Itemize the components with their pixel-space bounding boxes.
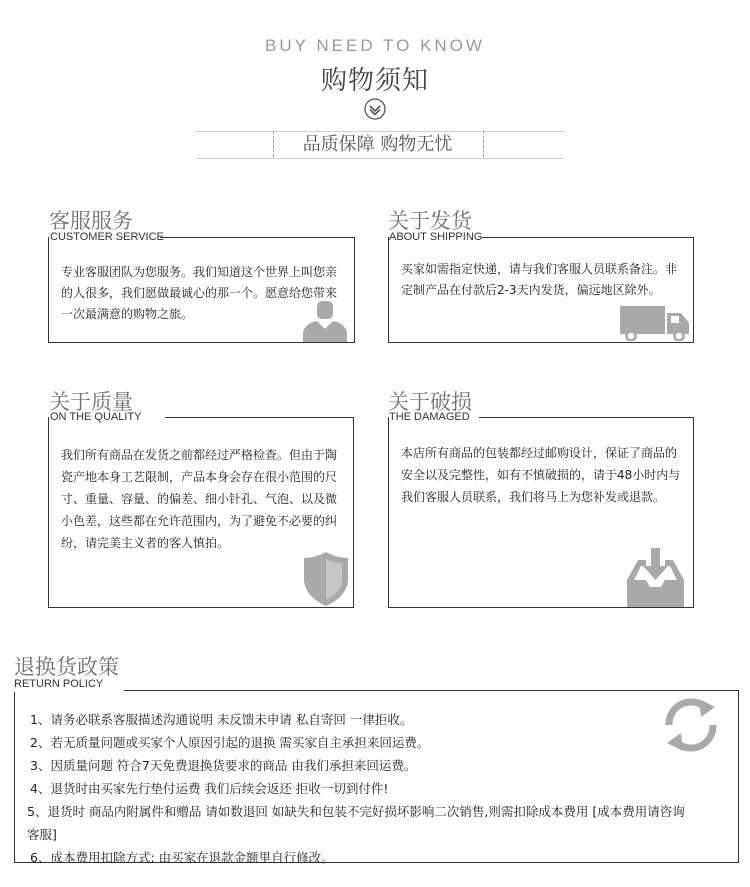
quality-title-en: ON THE QUALITY (50, 411, 142, 423)
person-icon (301, 299, 349, 342)
damaged-body: 本店所有商品的包装都经过邮购设计，保证了商品的安全以及完整性，如有不慎破损的，请于48小时内与我们客服人员联系，我们将马上为您补发或退款。 (401, 446, 681, 504)
header-cn-title: 购物须知 (320, 66, 429, 96)
list-item: 3、因质量问题 符合7天免费退换货要求的商品 由我们承担来回运费。 (30, 758, 417, 773)
truck-icon (619, 303, 690, 341)
download-tray-icon (626, 546, 685, 607)
return-title-cn: 退换货政策 (14, 655, 119, 679)
shipping-card-top-rule (482, 237, 694, 238)
shipping-title-cn: 关于发货 (388, 209, 472, 233)
refresh-icon (659, 695, 723, 755)
list-item: 2、若无质量问题或买家个人原因引起的退换 需买家自主承担来回运费。 (30, 735, 430, 750)
list-item: 5、退货时 商品内附属件和赠品 请如数退回 如缺失和包装不完好损坏影响二次销售,则需扣除成本费用 [成本费用请咨询客服] (27, 804, 685, 842)
shipping-title-en: ABOUT SHIPPING (389, 231, 483, 243)
damaged-title-en: THE DAMAGED (389, 411, 470, 423)
service-title-en: CUSTOMER SERVICE (50, 231, 164, 243)
shipping-body: 买家如需指定快递，请与我们客服人员联系备注。非定制产品在付款后2-3天内发货，偏远地区除外。 (401, 262, 678, 297)
damaged-card-top-rule (479, 417, 694, 418)
quality-body: 我们所有商品在发货之前都经过严格检查。但由于陶瓷产地本身工艺限制，产品本身会存在很小范围的尺寸、重量、容量、的偏差、细小针孔、气泡、以及微小色差，这些都在允许范围内，为了避免不必要的纠纷，请完美主义者的客人慎拍。 (61, 448, 338, 550)
quality-card-top-rule (165, 417, 354, 418)
header-en-title: BUY NEED TO KNOW (265, 36, 485, 55)
list-item: 4、退货时由买家先行垫付运费 我们后续会返还 拒收一切到付件! (30, 781, 389, 796)
tagline: 品质保障 购物无忧 (302, 134, 453, 155)
service-body: 专业客服团队为您服务。我们知道这个世界上叫您亲的人很多，我们愿做最诚心的那一个。愿意给您带来一次最满意的购物之旅。 (61, 265, 338, 321)
damaged-title-cn: 关于破损 (388, 390, 472, 414)
service-card-top-rule (160, 237, 355, 238)
service-title-cn: 客服服务 (49, 209, 133, 233)
shield-icon (303, 551, 349, 607)
chevron-down-circle-icon (364, 98, 386, 120)
return-policy-list (27, 708, 690, 869)
tagline-bottom-rule (196, 158, 564, 159)
return-title-en: RETURN POLICY (14, 678, 104, 690)
quality-title-cn: 关于质量 (49, 390, 133, 414)
list-item: 1、请务必联系客服描述沟通说明 未反馈未申请 私自寄回 一律拒收。 (30, 712, 413, 727)
list-item: 6、成本费用扣除方式: 由买家在退款金额里自行修改。 (30, 850, 334, 865)
